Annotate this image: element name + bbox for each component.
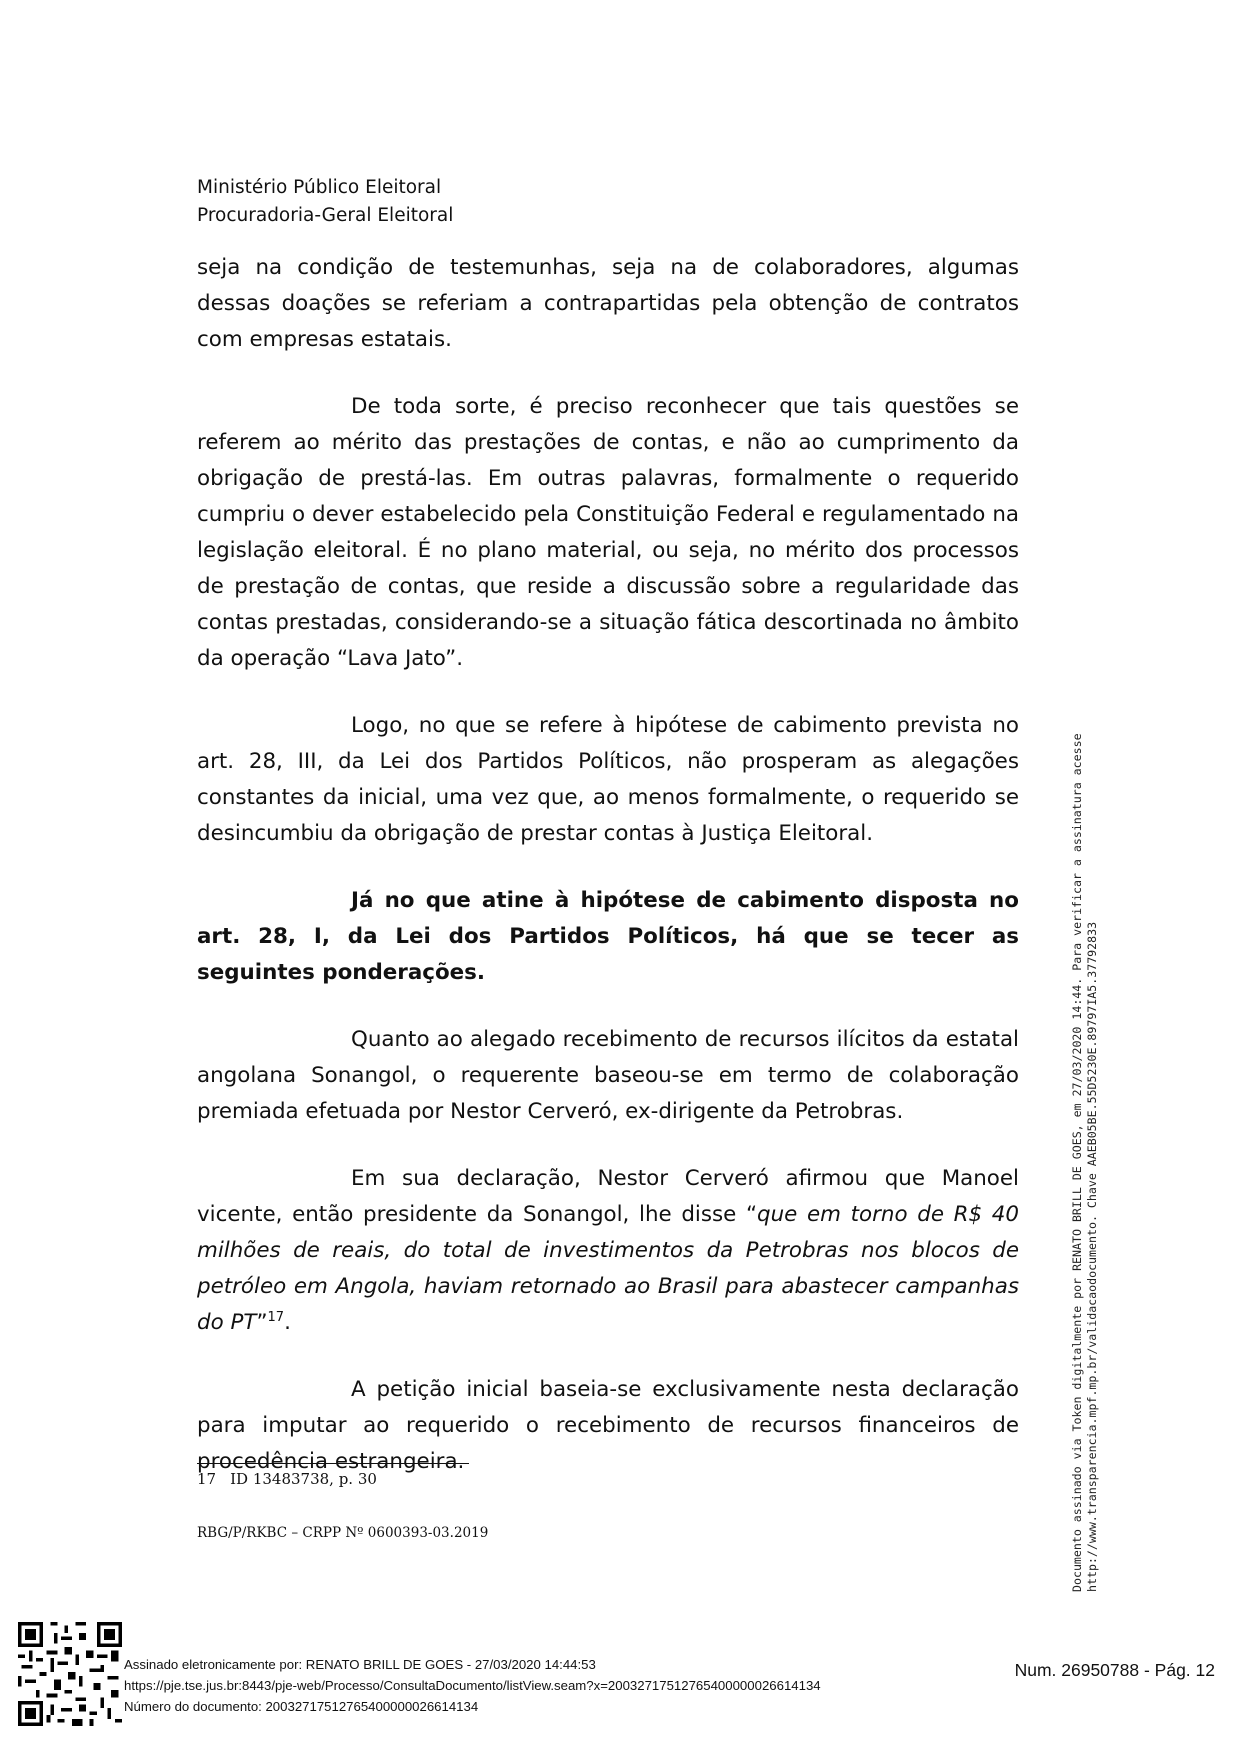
footnote-number: 17 <box>197 1470 217 1488</box>
paragraph-5: Quanto ao alegado recebimento de recursos ilícitos da estatal angolana Sonangol, o requerente baseou-se em termo de colaboração premiada efetuada por Nestor Cerveró, ex-dirigente da Petrobras. <box>197 1027 1019 1124</box>
paragraph-2: De toda sorte, é preciso reconhecer que tais questões se referem ao mérito das prestações de contas, e não ao cumprimento da obrigação de prestá-las. Em outras palavras, formalmente o requerido cumpriu o dever estabelecido pela Constituição Federal e regulamentado na legislação eleitoral. É no plano material, ou seja, no mérito dos processos de prestação de contas, que reside a discussão sobre a regularidade das contas prestadas, considerando-se a situação fática descortinada no âmbito da operação “Lava Jato”. <box>197 394 1019 671</box>
paragraph-3: Logo, no que se refere à hipótese de cabimento prevista no art. 28, III, da Lei dos Partidos Políticos, não prosperam as alegações constantes da inicial, uma vez que, ao menos formalmente, o requerido se desincumbiu da obrigação de prestar contas à Justiça Eleitoral. <box>197 713 1019 846</box>
paragraph-6 <box>197 1161 1019 1341</box>
footnote-ref: 17 <box>267 1309 285 1325</box>
signature-url[interactable]: https://pje.tse.jus.br:8443/pje-web/Processo/ConsultaDocumento/listView.seam?x=20032717512765400000026614134 <box>124 1678 821 1693</box>
document-reference: RBG/P/RKBC – CRPP Nº 0600393-03.2019 <box>197 1525 489 1541</box>
electronic-signature <box>124 1654 821 1717</box>
footnote <box>197 1470 377 1488</box>
header-department: Procuradoria-Geral Eleitoral <box>197 205 454 226</box>
paragraph-6-text: Em sua declaração, Nestor Cerveró afirmou que Manoel vicente, então presidente da Sonangol, lhe disse “ <box>197 1166 1019 1227</box>
signature-signer: Assinado eletronicamente por: RENATO BRILL DE GOES - 27/03/2020 14:44:53 <box>124 1657 596 1672</box>
header-institution: Ministério Público Eleitoral <box>197 177 442 198</box>
footnote-text: ID 13483738, p. 30 <box>230 1470 377 1488</box>
paragraph-7: A petição inicial baseia-se exclusivamente nesta declaração para imputar ao requerido o recebimento de recursos financeiros de procedência estrangeira. <box>197 1377 1019 1474</box>
signature-side-stamp <box>1070 492 1100 1592</box>
side-stamp-line-1: Documento assinado via Token digitalmente por RENATO BRILL DE GOES, em 27/03/2020 14:44. Para verificar a assinatura acesse <box>1070 733 1084 1592</box>
paragraph-6-close-quote: ” <box>256 1310 268 1335</box>
document-body <box>197 250 1019 1511</box>
footnote-divider <box>197 1463 469 1464</box>
qr-code-icon <box>18 1622 122 1726</box>
paragraph-4-bold: Já no que atine à hipótese de cabimento disposta no art. 28, I, da Lei dos Partidos Políticos, há que se tecer as seguintes ponderações. <box>197 888 1019 985</box>
paragraph-1: seja na condição de testemunhas, seja na de colaboradores, algumas dessas doações se referiam a contrapartidas pela obtenção de contratos com empresas estatais. <box>197 255 1019 352</box>
paragraph-6-end: . <box>284 1310 291 1335</box>
document-header <box>197 174 453 230</box>
side-stamp-line-2: http://www.transparencia.mpf.mp.br/validacaodocumento. Chave AAEB05BE.55D5230E.89797IA5.37792833 <box>1085 921 1099 1592</box>
page-number: Num. 26950788 - Pág. 12 <box>1014 1660 1215 1680</box>
paragraph-6-quote: que em torno de R$ 40 milhões de reais, do total de investimentos da Petrobras nos blocos de petróleo em Angola, haviam retornado ao Brasil para abastecer campanhas do PT <box>197 1202 1019 1335</box>
signature-document-number: Número do documento: 20032717512765400000026614134 <box>124 1699 479 1714</box>
